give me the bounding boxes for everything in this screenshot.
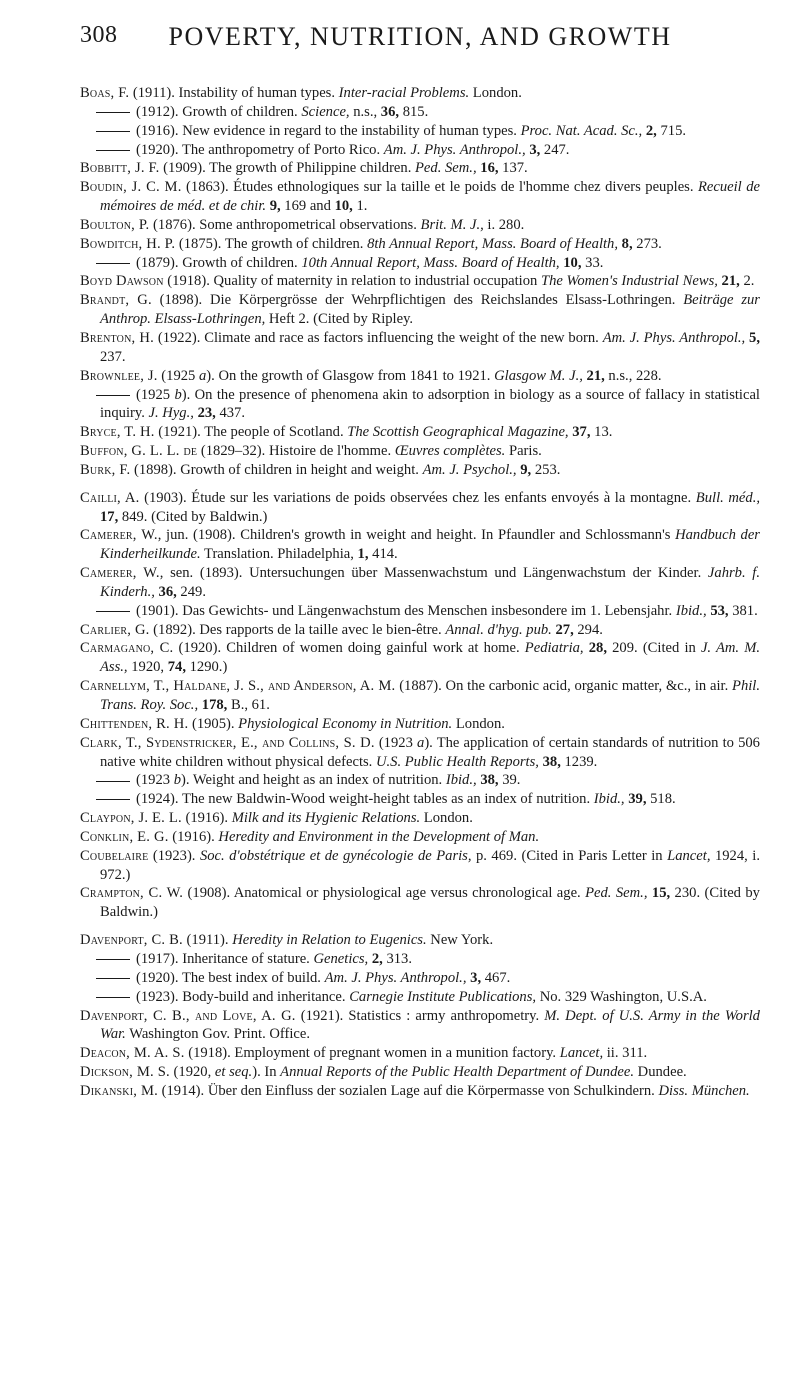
reference-text: 1. bbox=[352, 198, 368, 215]
reference-entry bbox=[80, 931, 760, 950]
reference-text: (1925 bbox=[157, 367, 199, 384]
reference-author: Carlier, G. bbox=[80, 621, 150, 638]
reference-entry bbox=[80, 639, 760, 677]
reference-title-italic: Ibid., bbox=[675, 602, 707, 619]
reference-author: Dickson, M. S. bbox=[80, 1064, 170, 1081]
reference-text: (1920). The anthropometry of Porto Rico. bbox=[136, 141, 384, 158]
reference-author: Clark, T., Sydenstricker, E., and Collins, S. D. bbox=[80, 734, 375, 751]
bibliography-list bbox=[80, 84, 760, 1101]
ditto-dash bbox=[96, 978, 130, 979]
reference-text: London. bbox=[469, 85, 522, 101]
reference-volume: 15, bbox=[651, 885, 671, 902]
reference-title-italic: Brit. M. J., bbox=[420, 216, 484, 233]
reference-text: Translation. Philadelphia, bbox=[200, 546, 358, 563]
reference-title-italic: b bbox=[174, 386, 182, 403]
reference-text: 209. (Cited in bbox=[606, 640, 701, 657]
reference-title-italic: M. Dept. of U.S. Army in the World War. bbox=[100, 1007, 760, 1043]
reference-volume: 3, bbox=[529, 141, 541, 158]
reference-text: 294. bbox=[573, 621, 603, 638]
reference-entry bbox=[80, 988, 760, 1007]
reference-entry bbox=[80, 178, 760, 216]
reference-author: Bryce, T. H. bbox=[80, 424, 155, 441]
reference-text: 249. bbox=[176, 583, 206, 600]
reference-text: London. bbox=[420, 810, 473, 827]
ditto-dash bbox=[96, 781, 130, 782]
reference-text: , sen. (1893). Untersuchungen über Massenwachstum und Längenwachstum der Kinder. bbox=[159, 565, 708, 582]
reference-text: 1239. bbox=[560, 753, 598, 770]
reference-text: 437. bbox=[215, 405, 245, 422]
reference-text: 169 and bbox=[280, 198, 335, 215]
reference-title-italic: Phil. Trans. Roy. Soc., bbox=[100, 678, 761, 713]
reference-entry bbox=[80, 461, 760, 480]
reference-text: (1892). Des rapports de la taille avec le bien-être. bbox=[149, 621, 446, 638]
reference-entry bbox=[80, 950, 760, 969]
reference-text: (1911). bbox=[182, 932, 233, 949]
reference-volume: 38, bbox=[542, 753, 561, 770]
reference-text: (1887). On the carbonic acid, organic matter, &c., in air. bbox=[395, 678, 733, 695]
reference-entry bbox=[80, 272, 760, 291]
reference-text: No. 329 Washington, U.S.A. bbox=[536, 988, 707, 1005]
reference-title-italic: Heredity and Environment in the Development of Man. bbox=[218, 828, 540, 845]
reference-text: 273. bbox=[632, 235, 662, 252]
reference-text: (1922). Climate and race as factors influencing the weight of the new born. bbox=[154, 329, 603, 346]
reference-text: 1290.) bbox=[185, 659, 228, 676]
reference-title-italic: b bbox=[173, 772, 181, 789]
ditto-dash bbox=[96, 150, 130, 151]
reference-text: (1923 bbox=[374, 734, 418, 751]
reference-text: (1918). Employment of pregnant women in a munition factory. bbox=[184, 1045, 560, 1062]
reference-entry bbox=[80, 1082, 760, 1101]
reference-text: ). Weight and height as an index of nutrition. bbox=[181, 772, 446, 789]
reference-text: n.s., 228. bbox=[604, 367, 662, 384]
reference-volume: 1, bbox=[357, 546, 369, 563]
reference-volume: 37, bbox=[572, 424, 591, 441]
reference-title-italic: Jahrb. f. Kinderh., bbox=[100, 565, 760, 600]
reference-author: Carnellym, T., Haldane, J. S., and Anderson, A. M. bbox=[80, 678, 396, 695]
reference-text: , jun. (1908). Children's growth in weight and height. In Pfaundler and Schlossmann's bbox=[157, 527, 676, 544]
reference-title-italic: Annal. d'hyg. pub. bbox=[445, 621, 552, 638]
reference-text: 137. bbox=[498, 160, 528, 177]
reference-text: New York. bbox=[426, 932, 494, 949]
reference-text: 715. bbox=[656, 122, 687, 139]
reference-volume: 10, bbox=[563, 254, 582, 271]
reference-title-italic: Handbuch der Kinderheilkunde. bbox=[100, 527, 760, 563]
reference-text: 247. bbox=[540, 141, 570, 158]
reference-entry bbox=[80, 1063, 760, 1082]
reference-text: 237. bbox=[100, 348, 126, 365]
reference-text: ii. 311. bbox=[603, 1045, 648, 1062]
reference-text: (1916). New evidence in regard to the instability of human types. bbox=[136, 122, 521, 139]
reference-title-italic: Lancet, bbox=[667, 847, 711, 864]
reference-title-italic: Proc. Nat. Acad. Sc., bbox=[520, 122, 643, 139]
reference-author: Bowditch, H. P. bbox=[80, 235, 176, 252]
reference-text: 230. (Cited by Baldwin.) bbox=[100, 885, 760, 921]
reference-title-italic: Ped. Sem., bbox=[415, 160, 477, 177]
reference-title-italic: Am. J. Phys. Anthropol., bbox=[324, 969, 467, 986]
reference-volume: 16, bbox=[480, 160, 499, 177]
reference-author: Boas, F. bbox=[80, 85, 130, 101]
reference-entry bbox=[80, 828, 760, 847]
reference-volume: 23, bbox=[197, 405, 216, 422]
reference-text: 518. bbox=[646, 791, 676, 808]
reference-title-italic: Am. J. Phys. Anthropol., bbox=[602, 329, 746, 346]
reference-title-italic: Diss. München. bbox=[658, 1082, 750, 1099]
reference-volume: 178, bbox=[201, 697, 228, 713]
reference-text: (1921). The people of Scotland. bbox=[154, 424, 348, 441]
reference-author: Brownlee, J. bbox=[80, 367, 158, 384]
reference-entry bbox=[80, 884, 760, 922]
reference-volume: 36, bbox=[158, 583, 177, 600]
reference-volume: 28, bbox=[588, 640, 607, 657]
reference-title-italic: Beiträge zur Anthrop. Elsass-Lothringen, bbox=[100, 292, 760, 328]
reference-author: Boyd Dawson bbox=[80, 273, 164, 290]
ditto-dash bbox=[96, 799, 130, 800]
reference-title-italic: 8th Annual Report, Mass. Board of Health, bbox=[367, 235, 619, 252]
reference-text: Paris. bbox=[505, 443, 542, 460]
reference-title-italic: Science, bbox=[301, 103, 350, 120]
reference-volume: 27, bbox=[555, 621, 574, 638]
reference-text: (1903). Étude sur les variations de poids observées chez les enfants envoyés à la montagne. bbox=[139, 489, 696, 506]
reference-volume: 2, bbox=[645, 122, 657, 139]
reference-entry bbox=[80, 141, 760, 160]
reference-entry bbox=[80, 489, 760, 527]
ditto-dash bbox=[96, 131, 130, 132]
reference-text: (1925 bbox=[136, 386, 175, 403]
reference-entry bbox=[80, 602, 760, 621]
reference-title-italic: Bull. méd., bbox=[695, 489, 761, 506]
reference-entry bbox=[80, 122, 760, 141]
reference-volume: 3, bbox=[470, 969, 482, 986]
reference-author: Deacon, M. A. S. bbox=[80, 1045, 185, 1062]
running-title: POVERTY, NUTRITION, AND GROWTH bbox=[168, 22, 672, 51]
reference-volume: 21, bbox=[586, 367, 605, 384]
reference-author: Buffon, G. L. L. de bbox=[80, 443, 198, 460]
reference-text: (1923). bbox=[148, 847, 200, 864]
reference-author: Boudin, J. C. M. bbox=[80, 179, 182, 196]
reference-text: p. 469. (Cited in Paris Letter in bbox=[471, 847, 668, 864]
reference-text: 2. bbox=[739, 273, 755, 290]
reference-title-italic: Am. J. Psychol., bbox=[422, 461, 517, 478]
reference-volume: 21, bbox=[721, 273, 740, 290]
reference-entry bbox=[80, 442, 760, 461]
reference-volume: 2, bbox=[371, 950, 383, 967]
reference-title-italic: J. Am. M. Ass., bbox=[100, 640, 760, 676]
reference-author: Camerer, W. bbox=[80, 565, 160, 582]
reference-entry bbox=[80, 677, 760, 715]
reference-text: (1916). bbox=[181, 810, 232, 827]
reference-entry bbox=[80, 809, 760, 828]
ditto-dash bbox=[96, 263, 130, 264]
reference-title-italic: Pediatria, bbox=[524, 640, 584, 657]
reference-text: (1879). Growth of children. bbox=[136, 254, 302, 271]
ditto-dash bbox=[96, 997, 130, 998]
reference-title-italic: Œuvres complètes. bbox=[394, 443, 506, 460]
reference-entry bbox=[80, 969, 760, 988]
reference-author: Conklin, E. G. bbox=[80, 828, 169, 845]
ditto-dash bbox=[96, 611, 130, 612]
reference-text: (1923 bbox=[136, 772, 174, 789]
reference-title-italic: 10th Annual Report, Mass. Board of Health, bbox=[301, 254, 560, 271]
reference-entry bbox=[80, 329, 760, 367]
reference-text: 467. bbox=[481, 969, 511, 986]
reference-entry bbox=[80, 734, 760, 772]
reference-author: Dikanski, M. bbox=[80, 1082, 158, 1099]
reference-title-italic: Carnegie Institute Publications, bbox=[349, 988, 537, 1005]
reference-author: Chittenden, R. H. bbox=[80, 715, 189, 732]
reference-volume: 8, bbox=[621, 235, 633, 252]
reference-volume: 74, bbox=[167, 659, 186, 676]
reference-entry bbox=[80, 1007, 760, 1045]
reference-author: Bobbitt, J. F. bbox=[80, 160, 160, 177]
reference-text: 313. bbox=[382, 950, 412, 967]
reference-text: (1898). Growth of children in height and weight. bbox=[130, 461, 423, 478]
reference-volume: 38, bbox=[480, 772, 499, 789]
reference-text: (1912). Growth of children. bbox=[136, 103, 302, 120]
reference-text: B., 61. bbox=[227, 697, 270, 713]
reference-entry bbox=[80, 159, 760, 178]
reference-volume: 39, bbox=[628, 791, 647, 808]
reference-author: Cailli, A. bbox=[80, 489, 140, 506]
reference-entry bbox=[80, 526, 760, 564]
reference-title-italic: Lancet, bbox=[559, 1045, 604, 1062]
reference-text: 815. bbox=[399, 103, 429, 120]
reference-text: ). The application of certain standards of nutrition to 506 native white children without physical defects. bbox=[100, 734, 760, 770]
reference-text: ). On the growth of Glasgow from 1841 to 1921. bbox=[206, 367, 495, 384]
reference-author: Claypon, J. E. L. bbox=[80, 810, 182, 827]
reference-title-italic: Am. J. Phys. Anthropol., bbox=[383, 141, 526, 158]
reference-title-italic: Inter-racial Problems. bbox=[338, 85, 470, 101]
reference-entry bbox=[80, 254, 760, 273]
reference-text: (1898). Die Körpergrösse der Wehrpflichtigen des Reichslandes Elsass-Lothringen. bbox=[151, 292, 684, 309]
reference-text: 1924, i. 972.) bbox=[100, 847, 760, 883]
reference-title-italic: a bbox=[417, 734, 425, 751]
reference-title-italic: Glasgow M. J., bbox=[494, 367, 583, 384]
reference-text: i. 280. bbox=[483, 216, 525, 233]
reference-author: Camerer, W. bbox=[80, 527, 158, 544]
reference-text: Washington Gov. Print. Office. bbox=[125, 1026, 311, 1043]
reference-title-italic: J. Hyg., bbox=[148, 405, 194, 422]
reference-volume: 36, bbox=[380, 103, 400, 120]
reference-text: 1920, bbox=[127, 659, 168, 676]
running-head bbox=[80, 0, 760, 84]
reference-author: Carmagano, C. bbox=[80, 640, 174, 657]
ditto-dash bbox=[96, 959, 130, 960]
reference-volume: 17, bbox=[100, 508, 119, 525]
reference-title-italic: Genetics, bbox=[313, 950, 369, 967]
reference-text: (1901). Das Gewichts- und Längenwachstum des Menschen insbesondere im 1. Lebensjahr. bbox=[136, 602, 676, 619]
reference-entry bbox=[80, 621, 760, 640]
reference-title-italic: Ibid., bbox=[445, 772, 477, 789]
reference-entry bbox=[80, 235, 760, 254]
reference-text: ). In bbox=[252, 1064, 281, 1081]
reference-text: (1914). Über den Einfluss der sozialen Lage auf die Körpermasse von Schulkindern. bbox=[157, 1082, 659, 1099]
reference-text: 39. bbox=[498, 772, 521, 789]
reference-entry bbox=[80, 1044, 760, 1063]
reference-text: 381. bbox=[728, 602, 758, 619]
reference-entry bbox=[80, 386, 760, 424]
reference-volume: 53, bbox=[710, 602, 729, 619]
reference-entry bbox=[80, 216, 760, 235]
reference-title-italic: Milk and its Hygienic Relations. bbox=[231, 810, 421, 827]
reference-entry bbox=[80, 790, 760, 809]
reference-entry bbox=[80, 103, 760, 122]
reference-author: Brenton, H. bbox=[80, 329, 154, 346]
reference-author: Davenport, C. B., and Love, A. G. bbox=[80, 1007, 296, 1024]
reference-text: (1908). Anatomical or physiological age versus chronological age. bbox=[183, 885, 586, 902]
reference-volume: 10, bbox=[334, 198, 353, 215]
reference-entry bbox=[80, 291, 760, 329]
reference-text: (1920). Children of women doing gainful work at home. bbox=[173, 640, 525, 657]
reference-entry bbox=[80, 564, 760, 602]
reference-text: Heft 2. (Cited by Ripley. bbox=[265, 311, 414, 328]
reference-title-italic: The Women's Industrial News, bbox=[540, 273, 718, 290]
reference-entry bbox=[80, 847, 760, 885]
reference-text: (1829–32). Histoire de l'homme. bbox=[197, 443, 395, 460]
reference-text: (1917). Inheritance of stature. bbox=[136, 950, 314, 967]
reference-title-italic: Heredity in Relation to Eugenics. bbox=[232, 932, 427, 949]
reference-text: 253. bbox=[531, 461, 561, 478]
reference-volume: 5, bbox=[749, 329, 760, 346]
reference-text: (1905). bbox=[188, 715, 239, 732]
reference-author: Crampton, C. W. bbox=[80, 885, 184, 902]
reference-volume: 9, bbox=[520, 461, 532, 478]
reference-text: (1920). The best index of build. bbox=[136, 969, 325, 986]
reference-title-italic: Recueil de mémoires de méd. et de chir. bbox=[100, 179, 760, 215]
reference-text: (1920, bbox=[169, 1064, 215, 1081]
reference-entry bbox=[80, 715, 760, 734]
ditto-dash bbox=[96, 112, 130, 113]
reference-author: Brandt, G. bbox=[80, 292, 152, 309]
reference-text: (1918). Quality of maternity in relation to industrial occupation bbox=[163, 273, 541, 290]
reference-title-italic: Ibid., bbox=[593, 791, 625, 808]
reference-author: Coubelaire bbox=[80, 847, 149, 864]
reference-text: (1863). Études ethnologiques sur la taille et le poids de l'homme chez divers peuples. bbox=[181, 179, 698, 196]
reference-text: (1916). bbox=[168, 828, 219, 845]
reference-text: n.s., bbox=[349, 103, 381, 120]
reference-author: Boulton, P. bbox=[80, 216, 150, 233]
reference-title-italic: Ped. Sem., bbox=[585, 885, 648, 902]
reference-title-italic: U.S. Public Health Reports, bbox=[375, 753, 539, 770]
page-number: 308 bbox=[80, 22, 118, 48]
reference-title-italic: Physiological Economy in Nutrition. bbox=[238, 715, 453, 732]
reference-text: 414. bbox=[368, 546, 398, 563]
reference-entry bbox=[80, 84, 760, 103]
reference-title-italic: Soc. d'obstétrique et de gynécologie de Paris, bbox=[199, 847, 472, 864]
reference-author: Burk, F. bbox=[80, 461, 131, 478]
reference-text: (1875). The growth of children. bbox=[175, 235, 368, 252]
reference-entry bbox=[80, 771, 760, 790]
reference-text: 849. (Cited by Baldwin.) bbox=[118, 508, 268, 525]
reference-text: ). On the presence of phenomena akin to adsorption in biology as a source of fallacy in statistical inquiry. bbox=[100, 386, 760, 422]
reference-text: (1909). The growth of Philippine children. bbox=[159, 160, 415, 177]
reference-text: (1911). Instability of human types. bbox=[129, 85, 339, 101]
reference-text: 13. bbox=[590, 424, 613, 441]
reference-entry bbox=[80, 423, 760, 442]
reference-title-italic: Annual Reports of the Public Health Department of Dundee. bbox=[280, 1064, 635, 1081]
reference-title-italic: The Scottish Geographical Magazine, bbox=[347, 424, 569, 441]
reference-volume: 9, bbox=[269, 198, 281, 215]
reference-text: (1924). The new Baldwin-Wood weight-height tables as an index of nutrition. bbox=[136, 791, 594, 808]
reference-text: (1876). Some anthropometrical observations. bbox=[149, 216, 421, 233]
reference-author: Davenport, C. B. bbox=[80, 932, 183, 949]
reference-text: (1923). Body-build and inheritance. bbox=[136, 988, 350, 1005]
reference-text: London. bbox=[452, 715, 505, 732]
reference-entry bbox=[80, 367, 760, 386]
reference-title-italic: et seq. bbox=[214, 1064, 253, 1081]
reference-text: (1921). Statistics : army anthropometry. bbox=[295, 1007, 545, 1024]
reference-title-italic: a bbox=[199, 367, 207, 384]
ditto-dash bbox=[96, 395, 130, 396]
reference-text: Dundee. bbox=[634, 1064, 687, 1081]
reference-text: 33. bbox=[581, 254, 604, 271]
